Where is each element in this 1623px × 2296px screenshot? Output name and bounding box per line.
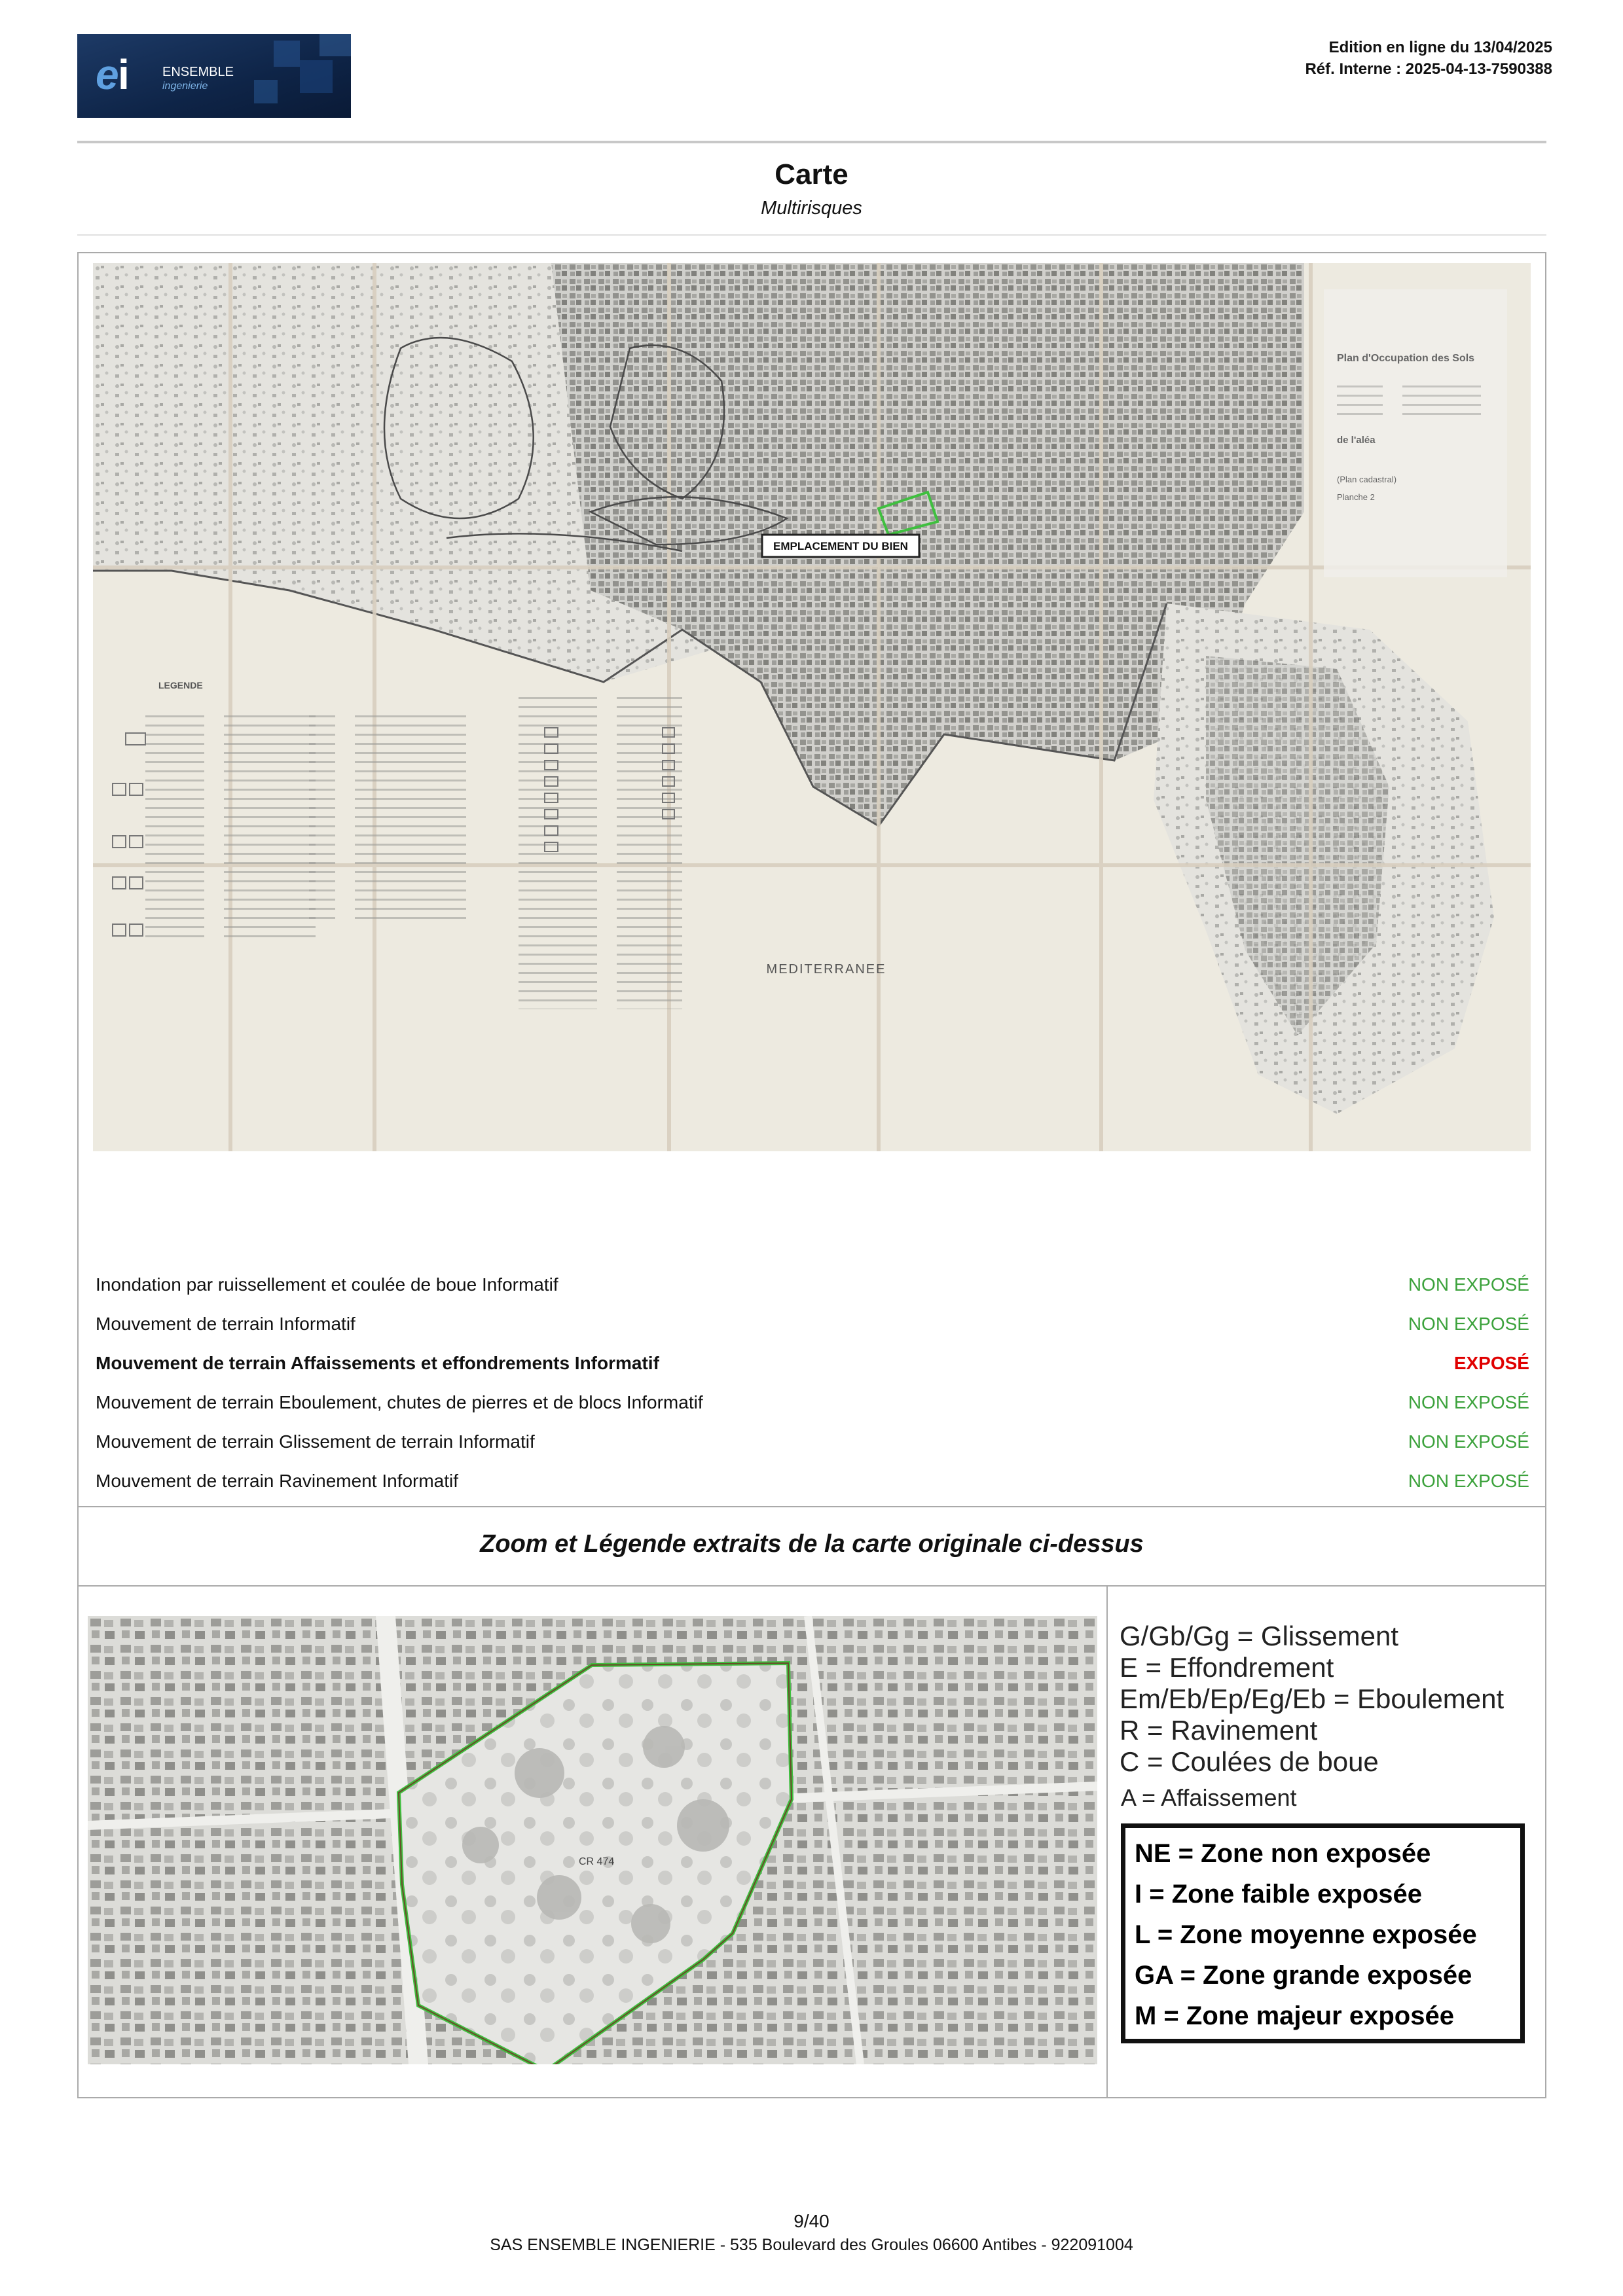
risk-label: Mouvement de terrain Ravinement Informatif — [96, 1471, 459, 1491]
cartouche-title: Plan d'Occupation des Sols — [1337, 353, 1475, 364]
zoom-section-title: Zoom et Légende extraits de la carte originale ci-dessus — [480, 1530, 1144, 1558]
risk-label: Inondation par ruissellement et coulée de boue Informatif — [96, 1274, 558, 1295]
logo-text-main: ENSEMBLE — [162, 65, 234, 79]
risk-row — [96, 1422, 1529, 1462]
section-divider — [77, 1585, 1546, 1587]
section-divider — [77, 1506, 1546, 1507]
page-number: 9/40 — [793, 2211, 830, 2231]
header-divider — [77, 141, 1546, 143]
column-divider — [1106, 1585, 1108, 2098]
map-legend-heading: LEGENDE — [158, 680, 203, 691]
risk-label: Mouvement de terrain Eboulement, chutes de pierres et de blocs Informatif — [96, 1392, 703, 1412]
risk-map — [93, 263, 1531, 1151]
zone-line: L = Zone moyenne exposée — [1135, 1920, 1477, 1949]
zone-legend-box — [1121, 1823, 1525, 2043]
risk-status: EXPOSÉ — [1453, 1353, 1529, 1373]
edition-date: Edition en ligne du 13/04/2025 — [1328, 39, 1552, 56]
risk-list — [96, 1265, 1529, 1501]
parcel-label: CR 474 — [579, 1856, 615, 1867]
footer-company: SAS ENSEMBLE INGENIERIE - 535 Boulevard des Groules 06600 Antibes - 922091004 — [490, 2236, 1133, 2254]
zone-line: M = Zone majeur exposée — [1135, 2001, 1454, 2030]
risk-label: Mouvement de terrain Glissement de terrain Informatif — [96, 1431, 535, 1452]
risk-status: NON EXPOSÉ — [1408, 1392, 1529, 1412]
cartouche-planche: Planche 2 — [1337, 492, 1375, 502]
subtitle-divider — [77, 234, 1546, 236]
risk-row-exposed — [96, 1344, 1529, 1383]
cartouche-plan: (Plan cadastral) — [1337, 475, 1397, 484]
risk-row — [96, 1462, 1529, 1501]
zone-line: I = Zone faible exposée — [1135, 1880, 1423, 1909]
risk-label: Mouvement de terrain Affaissements et effondrements Informatif — [96, 1353, 659, 1373]
zoom-legend — [1120, 1621, 1504, 1778]
legend-line: G/Gb/Gg = Glissement — [1120, 1621, 1398, 1651]
legend-affaissement: A = Affaissement — [1121, 1784, 1297, 1811]
zone-line: GA = Zone grande exposée — [1135, 1961, 1472, 1990]
svg-text:i: i — [118, 51, 130, 98]
map-cartouche — [1324, 289, 1507, 577]
risk-label: Mouvement de terrain Informatif — [96, 1314, 356, 1334]
zone-line: NE = Zone non exposée — [1135, 1839, 1431, 1868]
svg-text:e: e — [96, 51, 119, 98]
risk-row — [96, 1265, 1529, 1304]
legend-line: Em/Eb/Ep/Eg/Eb = Eboulement — [1120, 1683, 1504, 1714]
legend-line: R = Ravinement — [1120, 1715, 1318, 1746]
risk-status: NON EXPOSÉ — [1408, 1431, 1529, 1452]
page-title: Carte — [775, 158, 848, 190]
legend-line: E = Effondrement — [1120, 1652, 1334, 1683]
risk-row — [96, 1383, 1529, 1422]
risk-status: NON EXPOSÉ — [1408, 1314, 1529, 1334]
company-logo — [77, 34, 351, 118]
location-label: EMPLACEMENT DU BIEN — [773, 540, 908, 552]
internal-reference: Réf. Interne : 2025-04-13-7590388 — [1305, 60, 1552, 78]
edition-info — [1305, 37, 1552, 80]
risk-row — [96, 1304, 1529, 1344]
risk-status: NON EXPOSÉ — [1408, 1471, 1529, 1491]
legend-line: C = Coulées de boue — [1120, 1746, 1379, 1777]
zoom-map — [88, 1616, 1097, 2064]
logo-text-sub: ingenierie — [162, 81, 208, 92]
risk-status: NON EXPOSÉ — [1408, 1274, 1529, 1295]
sea-label: MEDITERRANEE — [766, 962, 886, 977]
page-subtitle: Multirisques — [761, 198, 862, 219]
cartouche-subtitle: de l'aléa — [1337, 435, 1376, 446]
